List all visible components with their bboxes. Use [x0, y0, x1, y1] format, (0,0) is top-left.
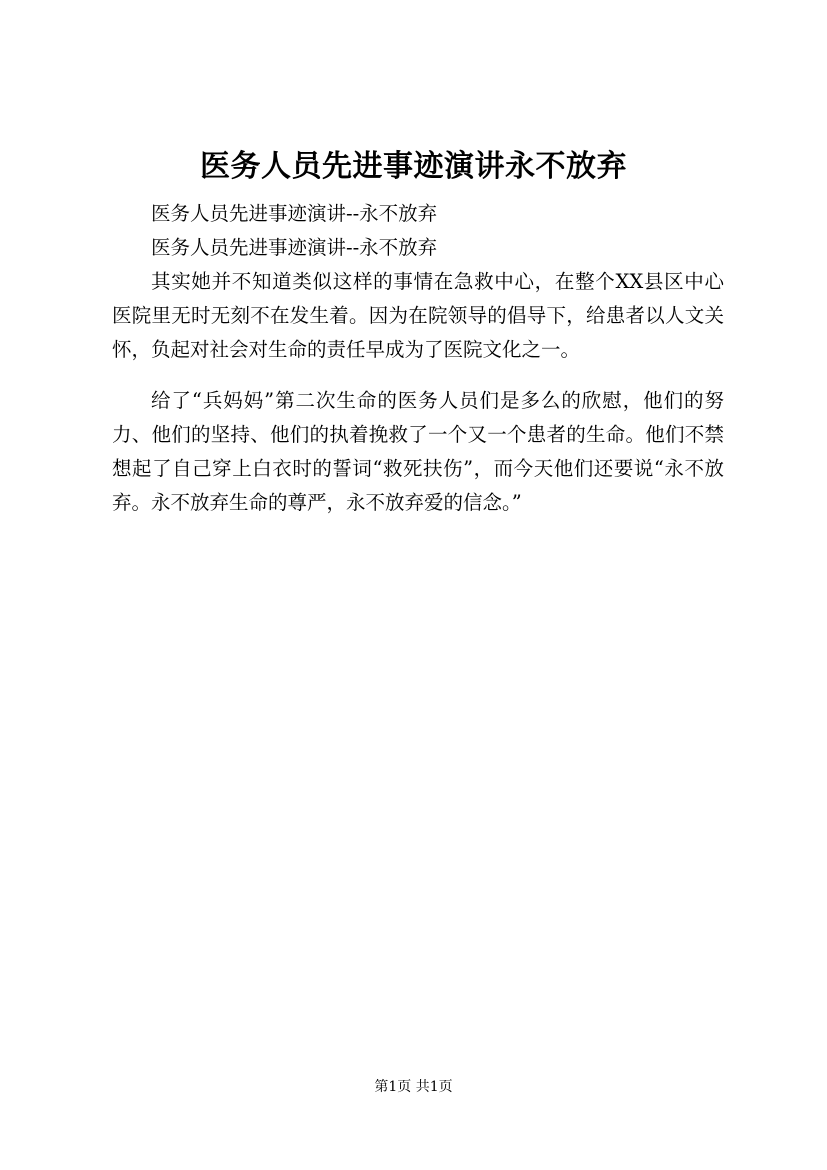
body-paragraph-2: 给了“兵妈妈”第二次生命的医务人员们是多么的欣慰，他们的努力、他们的坚持、他们的执着挽救了一个又一个患者的生命。他们不禁想起了自己穿上白衣时的誓词“救死扶伤”，而今天他们还要说“永不放弃。永不放弃生命的尊严，永不放弃爱的信念。” — [112, 389, 724, 514]
body-paragraph-1: 其实她并不知道类似这样的事情在急救中心，在整个XX县区中心医院里无时无刻不在发生着。因为在院领导的倡导下，给患者以人文关怀，负起对社会对生命的责任早成为了医院文化之一。 — [112, 270, 724, 361]
document-body — [112, 197, 724, 520]
subtitle-line-1: 医务人员先进事迹演讲--永不放弃 — [151, 202, 438, 225]
subtitle-line-2: 医务人员先进事迹演讲--永不放弃 — [151, 236, 438, 259]
page-number-footer: 第1页 共1页 — [374, 1079, 453, 1095]
document-title: 医务人员先进事迹演讲永不放弃 — [200, 149, 627, 184]
